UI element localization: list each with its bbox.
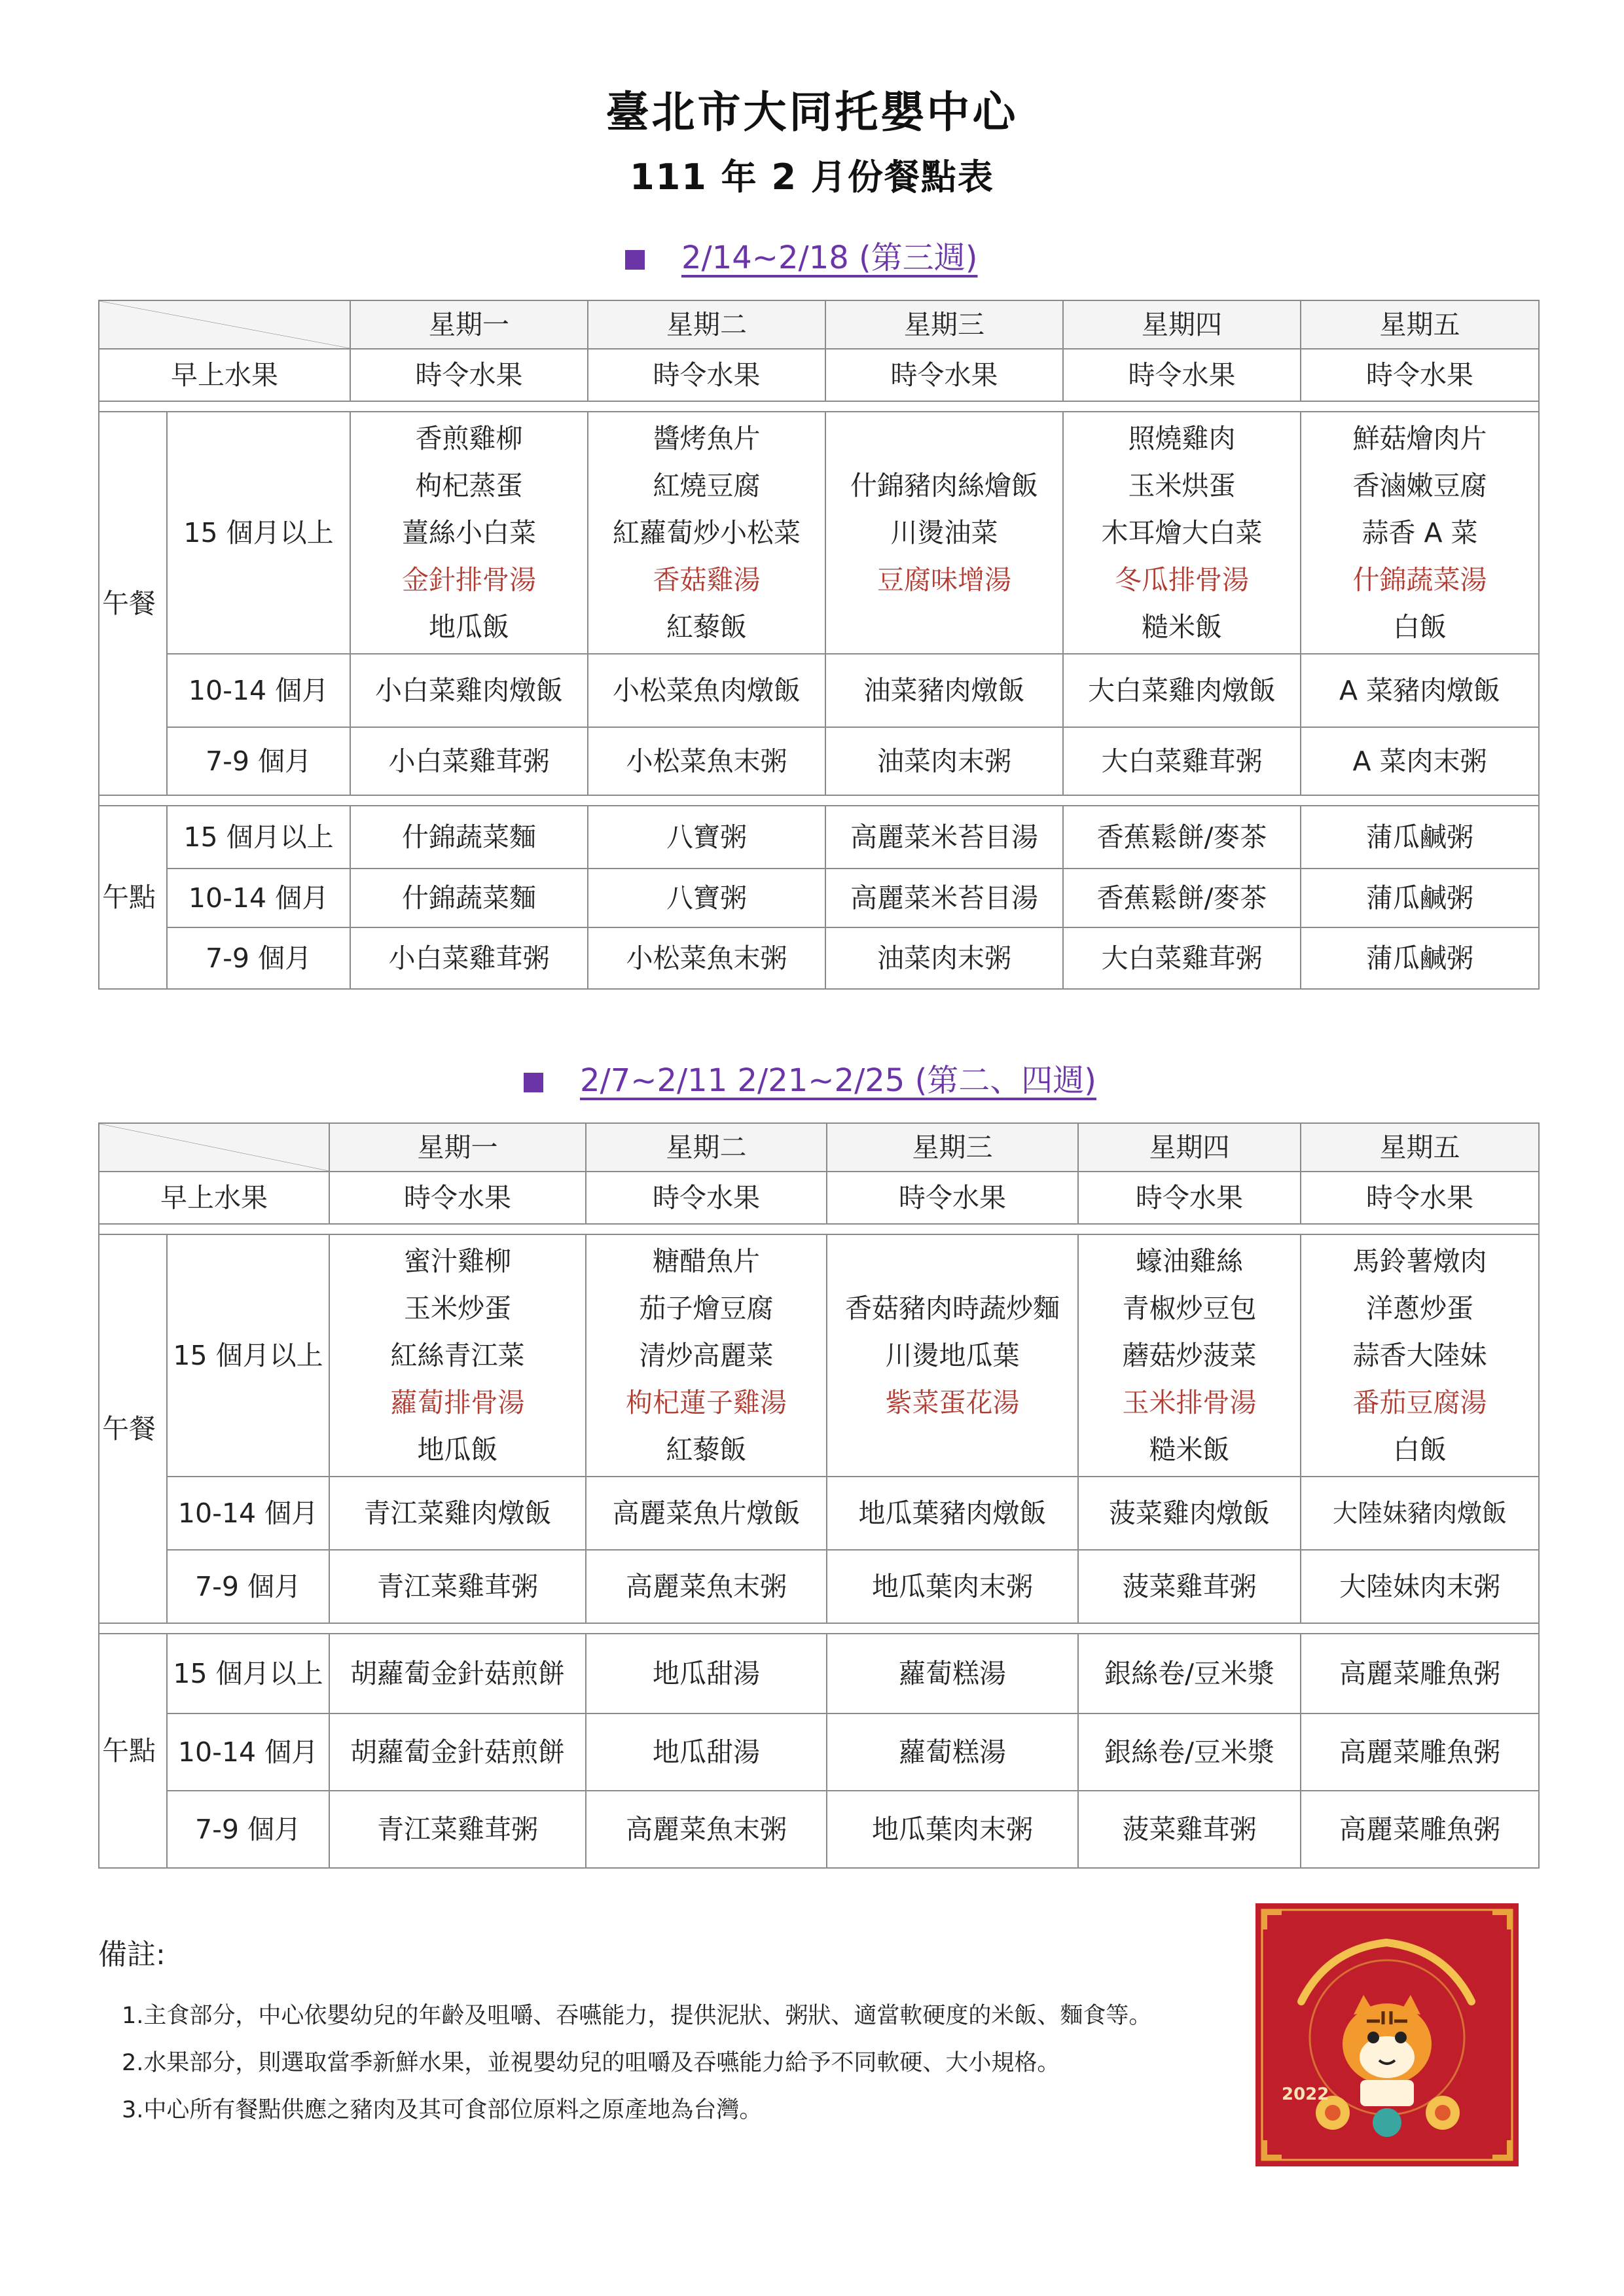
tiger-illustration-icon (1255, 1903, 1519, 2166)
fruit-cell: 時令水果 (827, 1172, 1078, 1224)
svg-text:2022: 2022 (1282, 2085, 1329, 2104)
fruit-cell: 時令水果 (586, 1172, 827, 1224)
lunch-menu-cell: 醬烤魚片 紅燒豆腐 紅蘿蔔炒小松菜 香菇雞湯 紅藜飯 (588, 412, 825, 654)
day-header: 星期五 (1301, 300, 1539, 349)
age-label: 15 個月以上 (167, 1234, 329, 1477)
snack-cell: 大白菜雞茸粥 (1063, 927, 1301, 989)
age-label: 15 個月以上 (167, 806, 350, 869)
lunch-cell: 小白菜雞肉燉飯 (350, 654, 588, 727)
lunch-cell: 高麗菜魚末粥 (586, 1550, 827, 1623)
age-label: 10-14 個月 (167, 654, 350, 727)
snack-cell: 菠菜雞茸粥 (1078, 1791, 1301, 1868)
lunch-cell: 小松菜魚肉燉飯 (588, 654, 825, 727)
age-label: 10-14 個月 (167, 1713, 329, 1791)
snack-cell: 蘿蔔糕湯 (827, 1634, 1078, 1713)
lunch-menu-cell: 鮮菇燴肉片 香滷嫩豆腐 蒜香 A 菜 什錦蔬菜湯 白飯 (1301, 412, 1539, 654)
age-label: 7-9 個月 (167, 1550, 329, 1623)
day-header: 星期五 (1301, 1123, 1539, 1172)
age-label: 7-9 個月 (167, 927, 350, 989)
age-label: 7-9 個月 (167, 1791, 329, 1868)
week1-menu-table (98, 300, 1540, 990)
lunch-cell: 地瓜葉豬肉燉飯 (827, 1477, 1078, 1550)
day-header: 星期四 (1078, 1123, 1301, 1172)
fruit-cell: 時令水果 (1301, 349, 1539, 401)
notes-title: 備註: (98, 1938, 166, 1971)
snack-cell: 高麗菜米苔目湯 (825, 806, 1063, 869)
week2-menu-table (98, 1122, 1540, 1869)
lunch-menu-cell: 蠔油雞絲 青椒炒豆包 蘑菇炒菠菜 玉米排骨湯 糙米飯 (1078, 1234, 1301, 1477)
lunch-menu-cell: 香菇豬肉時蔬炒麵 川燙地瓜葉 紫菜蛋花湯 (827, 1234, 1078, 1477)
lunch-cell: 高麗菜魚片燉飯 (586, 1477, 827, 1550)
bullet-square-icon (625, 250, 645, 270)
fruit-cell: 時令水果 (1301, 1172, 1539, 1224)
lunch-cell: 大白菜雞茸粥 (1063, 727, 1301, 795)
snack-cell: 胡蘿蔔金針菇煎餅 (329, 1713, 586, 1791)
note-item: 2.水果部分，則選取當季新鮮水果，並視嬰幼兒的咀嚼及吞嚥能力給予不同軟硬、大小規格。 (122, 2050, 1060, 2076)
lunch-cell: 大陸妹豬肉燉飯 (1301, 1477, 1539, 1550)
fruit-cell: 時令水果 (350, 349, 588, 401)
snack-cell: 小松菜魚末粥 (588, 927, 825, 989)
lunch-cell: A 菜肉末粥 (1301, 727, 1539, 795)
page-title: 臺北市大同托嬰中心 (605, 87, 1019, 137)
fruit-cell: 時令水果 (1078, 1172, 1301, 1224)
lunch-label: 午餐 (99, 412, 167, 795)
snack-cell: 地瓜甜湯 (586, 1713, 827, 1791)
day-header: 星期一 (350, 300, 588, 349)
day-header: 星期四 (1063, 300, 1301, 349)
snack-cell: 小白菜雞茸粥 (350, 927, 588, 989)
snack-cell: 高麗菜雕魚粥 (1301, 1791, 1539, 1868)
new-year-tiger-poster (1255, 1903, 1519, 2166)
fruit-label: 早上水果 (99, 1172, 329, 1224)
snack-cell: 蒲瓜鹹粥 (1301, 869, 1539, 927)
age-label: 7-9 個月 (167, 727, 350, 795)
week1-heading: 2/14~2/18 (第三週) (625, 232, 995, 278)
snack-cell: 蘿蔔糕湯 (827, 1713, 1078, 1791)
day-header: 星期二 (588, 300, 825, 349)
lunch-menu-cell: 照燒雞肉 玉米烘蛋 木耳燴大白菜 冬瓜排骨湯 糙米飯 (1063, 412, 1301, 654)
lunch-menu-cell: 馬鈴薯燉肉 洋蔥炒蛋 蒜香大陸妹 番茄豆腐湯 白飯 (1301, 1234, 1539, 1477)
age-label: 10-14 個月 (167, 869, 350, 927)
lunch-cell: A 菜豬肉燉飯 (1301, 654, 1539, 727)
lunch-label: 午餐 (99, 1234, 167, 1623)
snack-cell: 蒲瓜鹹粥 (1301, 927, 1539, 989)
snack-cell: 地瓜葉肉末粥 (827, 1791, 1078, 1868)
snack-cell: 香蕉鬆餅/麥茶 (1063, 869, 1301, 927)
lunch-menu-cell: 糖醋魚片 茄子燴豆腐 清炒高麗菜 枸杞蓮子雞湯 紅藜飯 (586, 1234, 827, 1477)
fruit-cell: 時令水果 (825, 349, 1063, 401)
lunch-menu-cell: 什錦豬肉絲燴飯 川燙油菜 豆腐味增湯 (825, 412, 1063, 654)
snack-cell: 青江菜雞茸粥 (329, 1791, 586, 1868)
fruit-cell: 時令水果 (1063, 349, 1301, 401)
snack-cell: 油菜肉末粥 (825, 927, 1063, 989)
snack-cell: 銀絲卷/豆米漿 (1078, 1713, 1301, 1791)
snack-cell: 銀絲卷/豆米漿 (1078, 1634, 1301, 1713)
lunch-cell: 菠菜雞茸粥 (1078, 1550, 1301, 1623)
lunch-cell: 大白菜雞肉燉飯 (1063, 654, 1301, 727)
lunch-cell: 油菜肉末粥 (825, 727, 1063, 795)
note-item: 1.主食部分，中心依嬰幼兒的年齡及咀嚼、吞嚥能力，提供泥狀、粥狀、適當軟硬度的米飯、麵食等。 (122, 2003, 1152, 2029)
snack-cell: 八寶粥 (588, 806, 825, 869)
lunch-cell: 油菜豬肉燉飯 (825, 654, 1063, 727)
lunch-cell: 青江菜雞茸粥 (329, 1550, 586, 1623)
bullet-square-icon (524, 1073, 543, 1092)
day-header: 星期二 (586, 1123, 827, 1172)
age-label: 15 個月以上 (167, 412, 350, 654)
fruit-label: 早上水果 (99, 349, 350, 401)
age-label: 10-14 個月 (167, 1477, 329, 1550)
fruit-cell: 時令水果 (329, 1172, 586, 1224)
day-header: 星期三 (827, 1123, 1078, 1172)
snack-label: 午點 (99, 806, 167, 989)
lunch-cell: 大陸妹肉末粥 (1301, 1550, 1539, 1623)
header-corner (99, 300, 350, 349)
snack-cell: 什錦蔬菜麵 (350, 869, 588, 927)
fruit-cell: 時令水果 (588, 349, 825, 401)
snack-cell: 蒲瓜鹹粥 (1301, 806, 1539, 869)
snack-cell: 什錦蔬菜麵 (350, 806, 588, 869)
lunch-cell: 小白菜雞茸粥 (350, 727, 588, 795)
lunch-menu-cell: 蜜汁雞柳 玉米炒蛋 紅絲青江菜 蘿蔔排骨湯 地瓜飯 (329, 1234, 586, 1477)
snack-label: 午點 (99, 1634, 167, 1868)
note-item: 3.中心所有餐點供應之豬肉及其可食部位原料之原產地為台灣。 (122, 2097, 763, 2123)
lunch-cell: 青江菜雞肉燉飯 (329, 1477, 586, 1550)
snack-cell: 高麗菜雕魚粥 (1301, 1634, 1539, 1713)
week2-heading: 2/7~2/11 2/21~2/25 (第二、四週) (524, 1055, 1113, 1100)
notes-section (98, 1931, 1151, 2134)
snack-cell: 八寶粥 (588, 869, 825, 927)
snack-cell: 胡蘿蔔金針菇煎餅 (329, 1634, 586, 1713)
snack-cell: 高麗菜魚末粥 (586, 1791, 827, 1868)
lunch-cell: 菠菜雞肉燉飯 (1078, 1477, 1301, 1550)
lunch-cell: 地瓜葉肉末粥 (827, 1550, 1078, 1623)
day-header: 星期一 (329, 1123, 586, 1172)
day-header: 星期三 (825, 300, 1063, 349)
header-corner (99, 1123, 329, 1172)
snack-cell: 地瓜甜湯 (586, 1634, 827, 1713)
snack-cell: 香蕉鬆餅/麥茶 (1063, 806, 1301, 869)
snack-cell: 高麗菜雕魚粥 (1301, 1713, 1539, 1791)
age-label: 15 個月以上 (167, 1634, 329, 1713)
page-subtitle: 111 年 2 月份餐點表 (630, 156, 994, 198)
snack-cell: 高麗菜米苔目湯 (825, 869, 1063, 927)
lunch-cell: 小松菜魚末粥 (588, 727, 825, 795)
lunch-menu-cell: 香煎雞柳 枸杞蒸蛋 薑絲小白菜 金針排骨湯 地瓜飯 (350, 412, 588, 654)
